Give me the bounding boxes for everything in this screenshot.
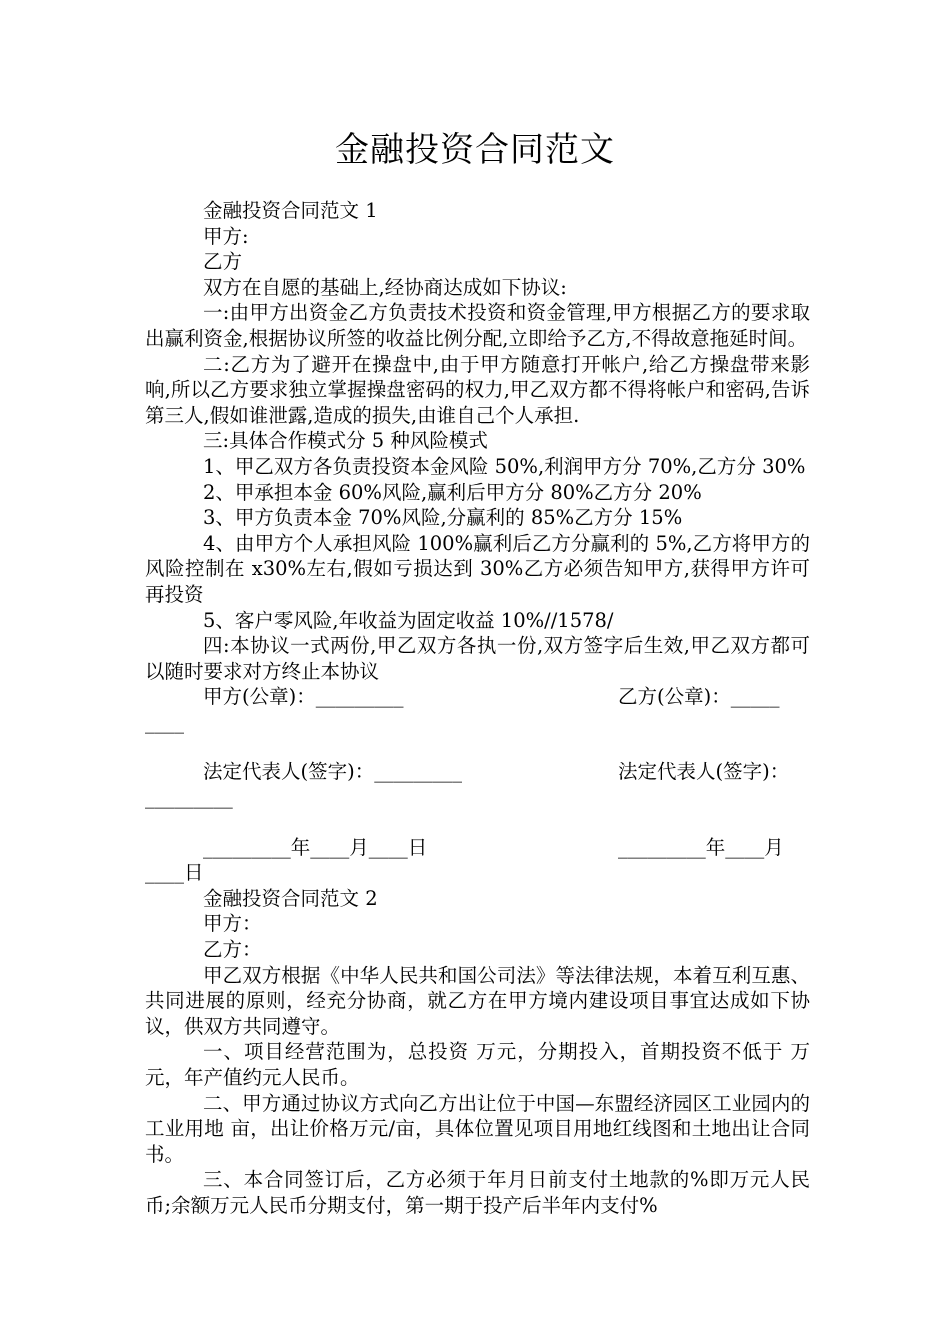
section2-clause-1: 一、项目经营范围为，总投资 万元，分期投入，首期投资不低于 万元，年产值约元人民币。 [145, 1040, 810, 1089]
party-a-representative-line: 法定代表人(签字)：_________ [203, 760, 462, 784]
party-b-date-line: _________年____月 [618, 835, 784, 859]
risk-mode-5: 5、客户零风险,年收益为固定收益 10%//1578/ [203, 608, 614, 632]
risk-mode-3: 3、甲方负责本金 70%风险,分赢利的 85%乙方分 15% [203, 506, 683, 530]
section1-clause-3: 三:具体合作模式分 5 种风险模式 [203, 429, 488, 453]
party-a-date-line: _________年____月____日 [203, 835, 428, 859]
section1-clause-4: 四:本协议一式两份,甲乙双方各执一份,双方签字后生效,甲乙双方都可以随时要求对方终止本协议 [145, 634, 810, 683]
party-b-representative-line-continuation: _________ [145, 786, 233, 810]
seal-signature-row [145, 684, 810, 710]
section1-clause-1: 一:由甲方出资金乙方负责技术投资和资金管理,甲方根据乙方的要求取出赢利资金,根据协议所签的收益比例分配,立即给予乙方,不得故意拖延时间。 [145, 301, 810, 350]
section2-party-a: 甲方： [203, 912, 262, 936]
date-row [145, 835, 810, 861]
risk-mode-1: 1、甲乙双方各负责投资本金风险 50%,利润甲方分 70%,乙方分 30% [203, 454, 806, 478]
signature-spacer [145, 735, 810, 759]
party-a-seal-line: 甲方(公章)：_________ [203, 685, 404, 709]
document-body [145, 198, 810, 1219]
date-spacer [145, 811, 810, 835]
risk-mode-4: 4、由甲方个人承担风险 100%赢利后乙方分赢利的 5%,乙方将甲方的风险控制在 x30%左右,假如亏损达到 30%乙方必须告知甲方,获得甲方许可再投资 [145, 531, 810, 606]
section1-clause-2: 二:乙方为了避开在操盘中,由于甲方随意打开帐户,给乙方操盘带来影响,所以乙方要求独立掌握操盘密码的权力,甲乙双方都不得将帐户和密码,告诉第三人,假如谁泄露,造成的损失,由谁自己个人承担. [145, 352, 810, 427]
section2-clause-3: 三、本合同签订后，乙方必须于年月日前支付土地款的%即万元人民币;余额万元人民币分期支付，第一期于投产后半年内支付% [145, 1168, 810, 1217]
section1-intro: 双方在自愿的基础上,经协商达成如下协议: [203, 275, 567, 299]
section2-party-b: 乙方： [203, 938, 262, 962]
section2-intro: 甲乙双方根据《中华人民共和国公司法》等法律法规，本着互利互惠、共同进展的原则，经充分协商，就乙方在甲方境内建设项目事宜达成如下协议，供双方共同遵守。 [145, 963, 810, 1038]
party-b-seal-line-continuation: ____ [145, 710, 184, 734]
party-b-representative-line: 法定代表人(签字)： [618, 760, 790, 784]
representative-signature-row [145, 759, 810, 785]
section1-heading: 金融投资合同范文 1 [203, 199, 378, 222]
section1-party-a: 甲方: [203, 224, 249, 248]
section1-party-b: 乙方 [203, 250, 243, 274]
risk-mode-2: 2、甲承担本金 60%风险,赢利后甲方分 80%乙方分 20% [203, 480, 702, 504]
section2-heading: 金融投资合同范文 2 [203, 886, 378, 910]
party-b-date-line-continuation: ____日 [145, 861, 204, 885]
section2-clause-2: 二、甲方通过协议方式向乙方出让位于中国—东盟经济园区工业园内的工业用地 亩，出让价格万元/亩，具体位置见项目用地红线图和土地出让合同书。 [145, 1091, 810, 1166]
party-b-seal-line: 乙方(公章)：_____ [618, 685, 780, 709]
document-title: 金融投资合同范文 [335, 130, 615, 170]
